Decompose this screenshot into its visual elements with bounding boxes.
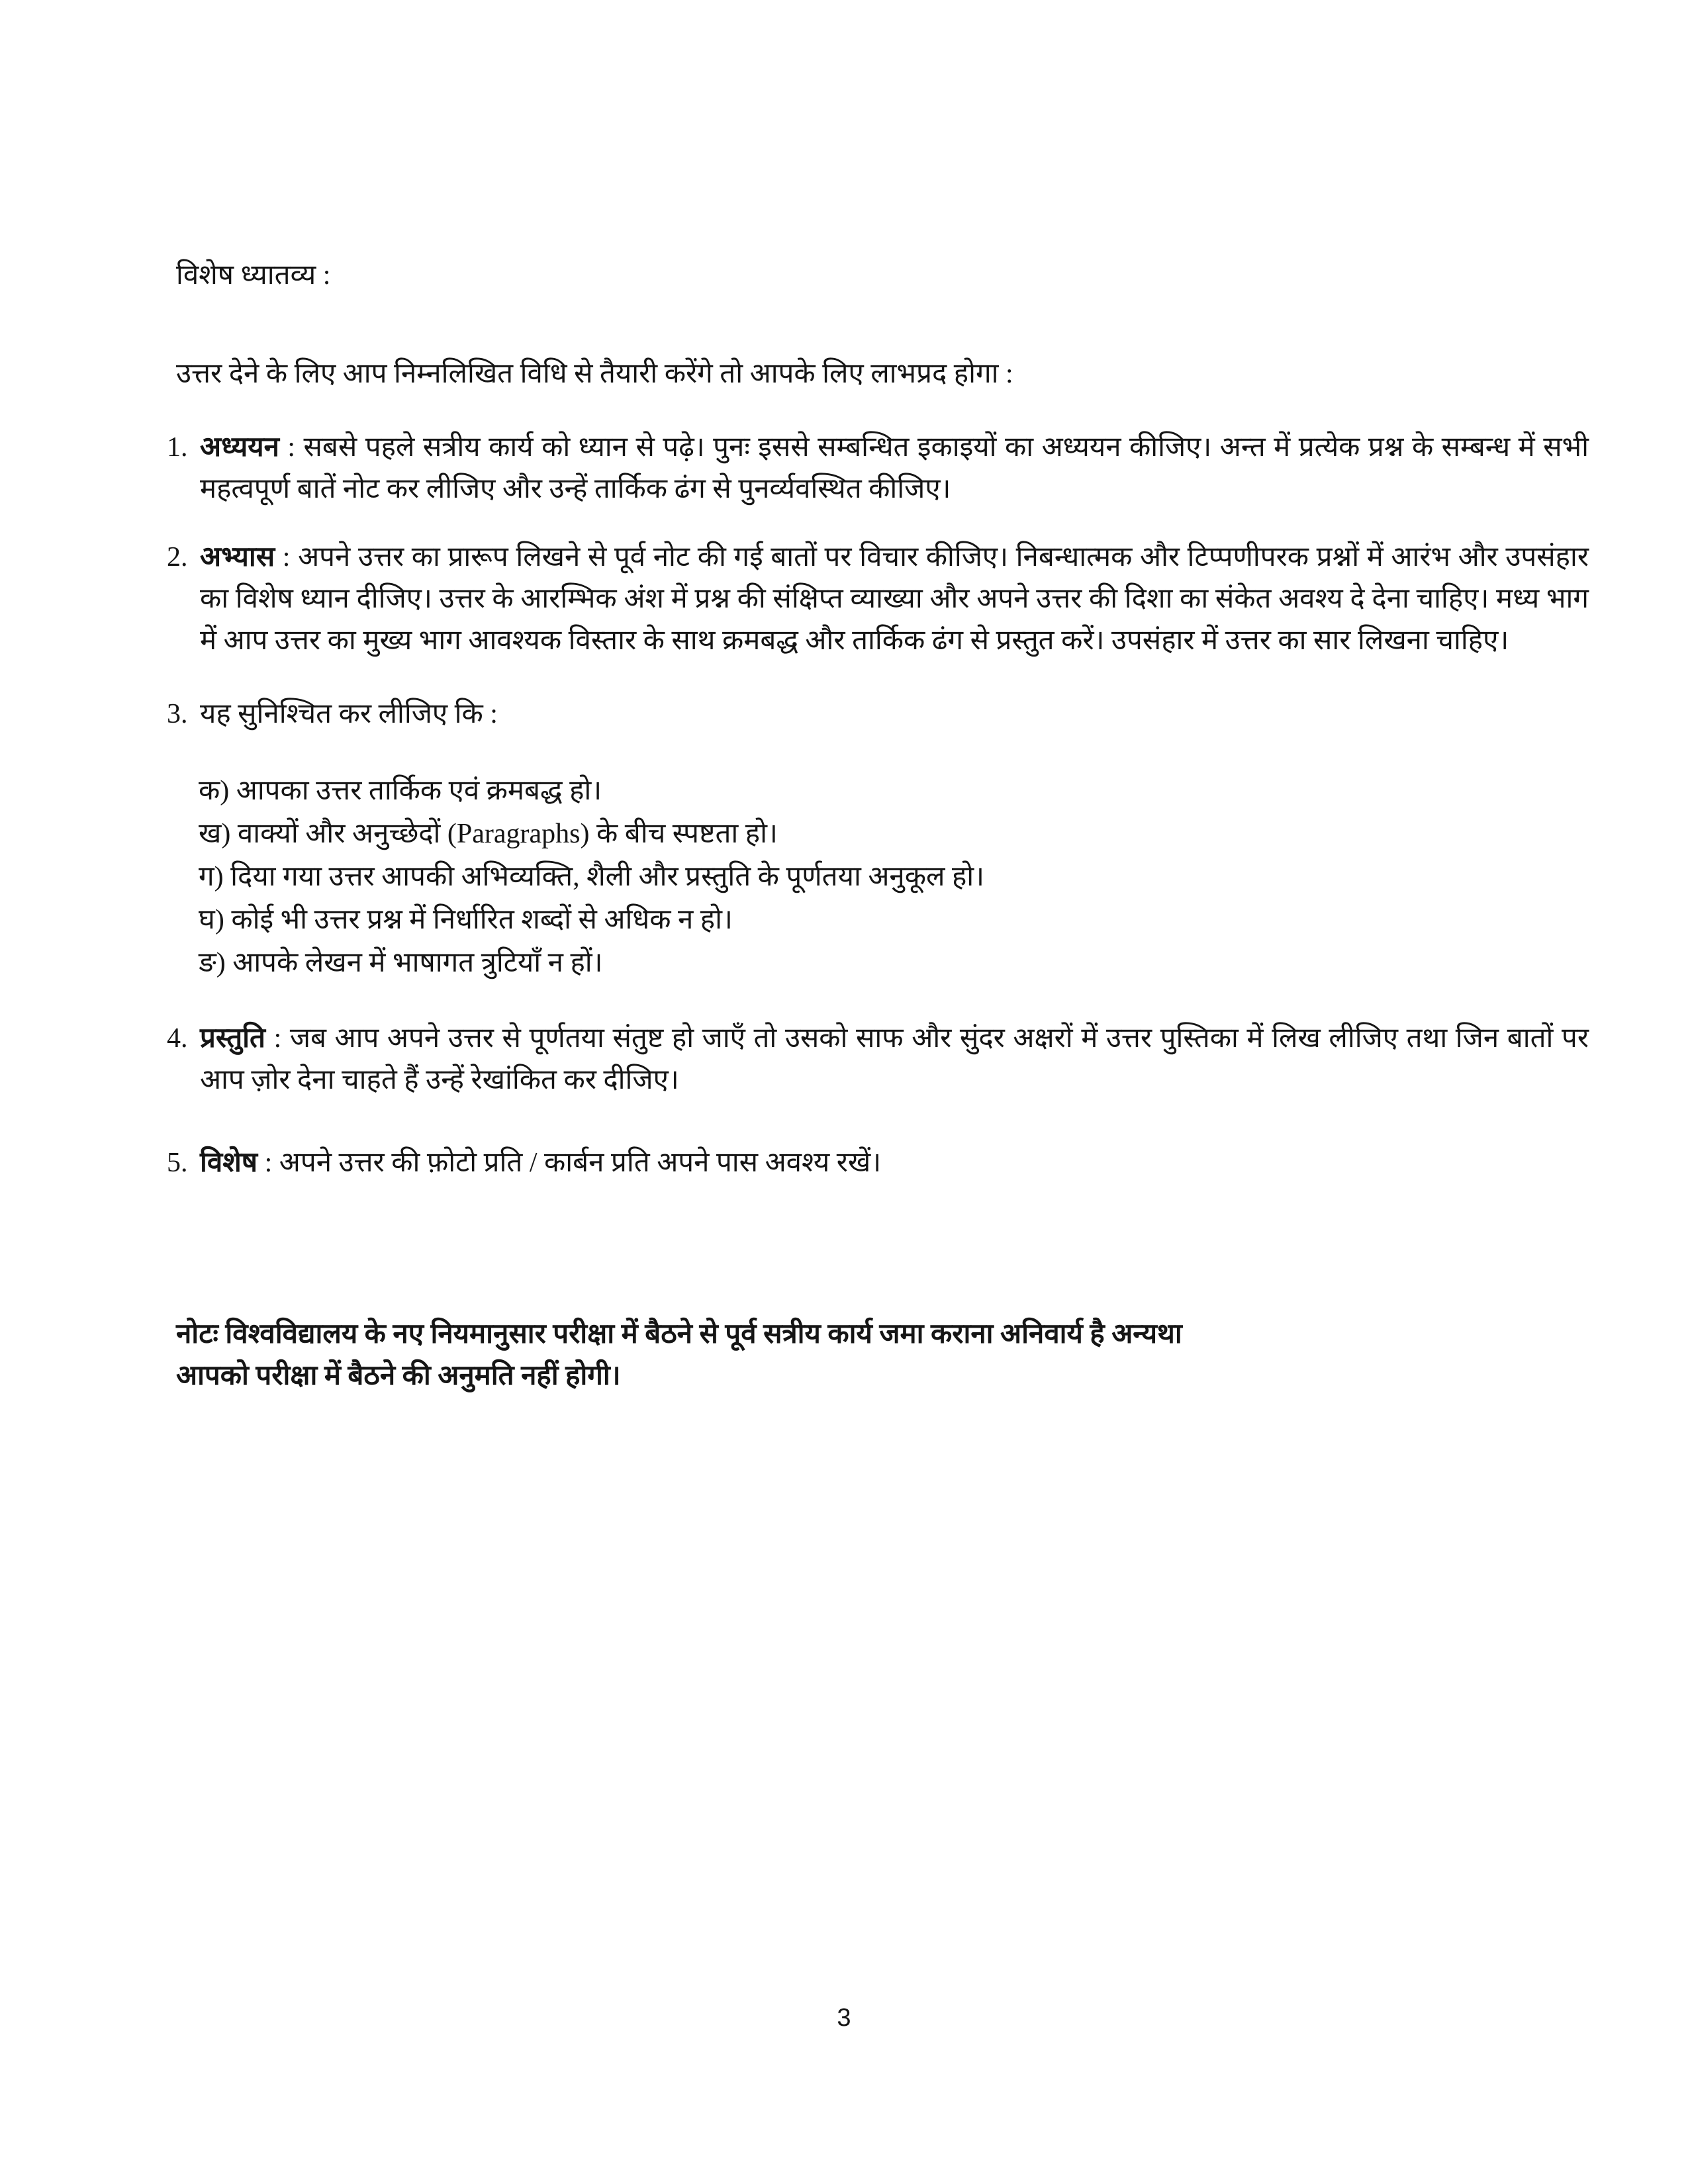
list-item-4-separator: : [265, 1023, 290, 1054]
list-item-1-number: 1. [167, 432, 188, 463]
sub-item-kha-text: वाक्यों और अनुच्छेदों (Paragraphs) के बीच स्पष्टता हो। [237, 819, 778, 849]
list-item-2 [167, 537, 1589, 662]
sub-item-ga-marker: ग) [199, 862, 224, 892]
list-item-4-text [200, 1018, 1589, 1101]
intro-line: उत्तर देने के लिए आप निम्नलिखित विधि से तैयारी करेंगे तो आपके लिए लाभप्रद होगा : [176, 359, 1013, 389]
page-number: 3 [837, 2004, 851, 2032]
list-item-4 [167, 1018, 1589, 1101]
sub-item-list [199, 770, 1589, 985]
list-item-1-body: सबसे पहले सत्रीय कार्य को ध्यान से पढ़े। पुनः इससे सम्बन्धित इकाइयों का अध्ययन कीजिए। अन्त में प्रत्येक प्रश्न के सम्बन्ध में सभी महत्वपूर्ण बातें नोट कर लीजिए और उन्हें तार्किक ढंग से पुनर्व्यवस्थित कीजिए। [200, 432, 1589, 504]
note-line-1: नोटः विश्वविद्यालय के नए नियमानुसार परीक्षा में बैठने से पूर्व सत्रीय कार्य जमा कराना अनिवार्य है अन्यथा [176, 1319, 1182, 1349]
list-item-3-body: यह सुनिश्चित कर लीजिए कि : [200, 699, 498, 729]
sub-item-ka-marker: क) [199, 776, 230, 806]
list-item-1 [167, 427, 1589, 510]
list-item-5-text [200, 1142, 1589, 1184]
note-line-2: आपको परीक्षा में बैठने की अनुमति नहीं होगी। [176, 1361, 621, 1391]
sub-item-nga-marker: ङ) [199, 948, 226, 978]
list-item-2-label: अभ्यास [200, 542, 275, 572]
list-item-2-body: अपने उत्तर का प्रारूप लिखने से पूर्व नोट की गई बातों पर विचार कीजिए। निबन्धात्मक और टिप्पणीपरक प्रश्नों में आरंभ और उपसंहार का विशेष ध्यान दीजिए। उत्तर के आरम्भिक अंश में प्रश्न की संक्षिप्त व्याख्या और अपने उत्तर की दिशा का संकेत अवश्य दे देना चाहिए। मध्य भाग में आप उत्तर का मुख्य भाग आवश्यक विस्तार के साथ क्रमबद्ध और तार्किक ढंग से प्रस्तुत करें। उपसंहार में उत्तर का सार लिखना चाहिए। [200, 542, 1589, 656]
list-item-1-separator: : [279, 432, 304, 463]
list-item-1-text [200, 427, 1589, 510]
list-item-5-number: 5. [167, 1148, 188, 1178]
list-item-5-separator: : [258, 1148, 279, 1178]
list-item-5 [167, 1142, 1589, 1184]
list-item-1-label: अध्ययन [200, 432, 279, 463]
sub-item-kha [199, 813, 1589, 856]
list-item-3-number: 3. [167, 699, 188, 729]
sub-item-ka [199, 770, 1589, 813]
sub-item-gha-marker: घ) [199, 905, 224, 935]
list-item-4-number: 4. [167, 1023, 188, 1054]
list-item-5-label: विशेष [200, 1148, 258, 1178]
list-item-4-label: प्रस्तुति [200, 1023, 265, 1054]
note-paragraph [176, 1314, 1589, 1397]
list-item-2-text [200, 537, 1589, 662]
page-content [167, 0, 1589, 1397]
sub-item-ga [199, 856, 1589, 899]
section-heading: विशेष ध्यातव्य : [176, 260, 331, 291]
list-item-3-text [200, 694, 1589, 735]
sub-item-nga-text: आपके लेखन में भाषागत त्रुटियाँ न हों। [232, 948, 603, 978]
sub-item-ga-text: दिया गया उत्तर आपकी अभिव्यक्ति, शैली और प्रस्तुति के पूर्णतया अनुकूल हो। [230, 862, 985, 892]
list-item-3 [167, 694, 1589, 735]
sub-item-kha-marker: ख) [199, 819, 231, 849]
sub-item-nga [199, 942, 1589, 985]
list-item-2-number: 2. [167, 542, 188, 572]
sub-item-gha [199, 899, 1589, 942]
list-item-2-separator: : [275, 542, 299, 572]
sub-item-ka-text: आपका उत्तर तार्किक एवं क्रमबद्ध हो। [236, 776, 602, 806]
list-item-5-body: अपने उत्तर की फ़ोटो प्रति / कार्बन प्रति अपने पास अवश्य रखें। [279, 1148, 882, 1178]
list-item-4-body: जब आप अपने उत्तर से पूर्णतया संतुष्ट हो जाएँ तो उसको साफ और सुंदर अक्षरों में उत्तर पुस्तिका में लिख लीजिए तथा जिन बातों पर आप ज़ोर देना चाहते हैं उन्हें रेखांकित कर दीजिए। [200, 1023, 1589, 1095]
sub-item-gha-text: कोई भी उत्तर प्रश्न में निर्धारित शब्दों से अधिक न हो। [231, 905, 733, 935]
